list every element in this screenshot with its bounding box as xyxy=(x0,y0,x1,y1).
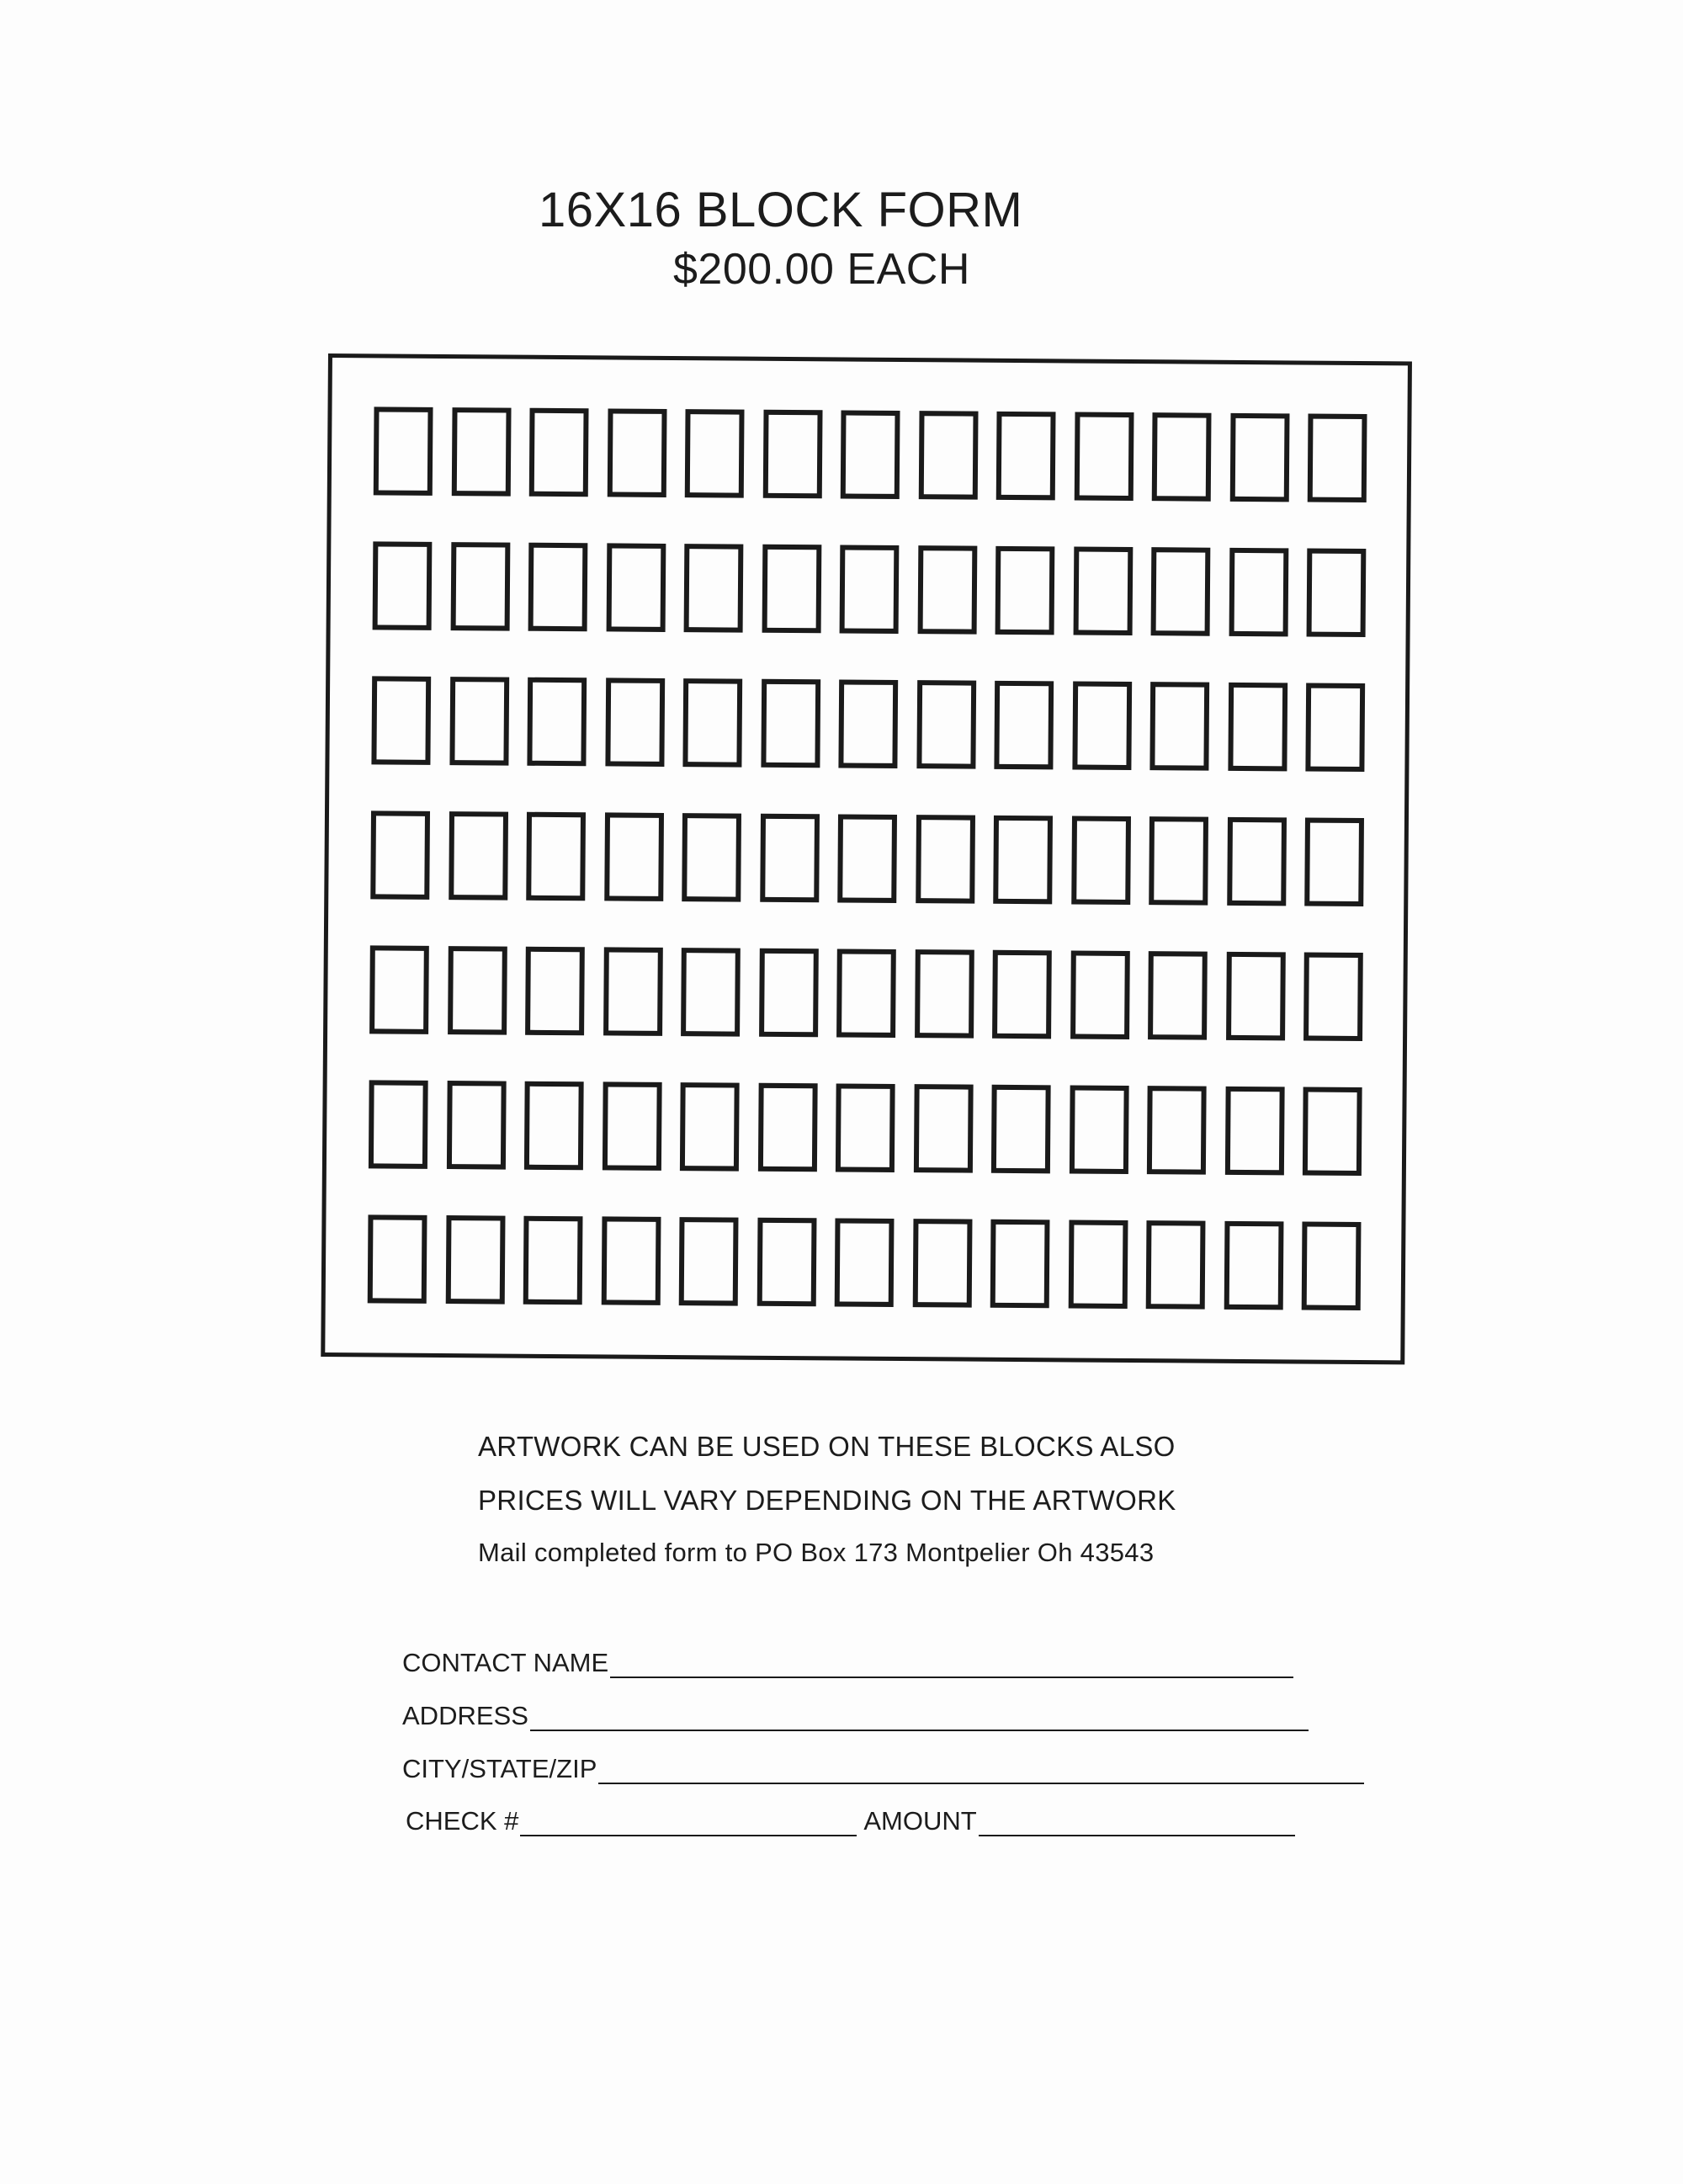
mailing-address-note: Mail completed form to PO Box 173 Montpelier Oh 43543 xyxy=(478,1538,1155,1567)
block-checkbox[interactable] xyxy=(761,679,820,768)
block-checkbox[interactable] xyxy=(837,814,897,903)
block-grid xyxy=(368,407,1367,1310)
block-checkbox[interactable] xyxy=(836,949,896,1038)
block-checkbox[interactable] xyxy=(527,678,587,767)
block-checkbox[interactable] xyxy=(605,678,665,767)
block-checkbox[interactable] xyxy=(1068,1220,1128,1309)
block-checkbox[interactable] xyxy=(449,677,509,766)
block-checkbox[interactable] xyxy=(1152,412,1212,502)
block-checkbox[interactable] xyxy=(685,409,745,498)
block-checkbox[interactable] xyxy=(992,950,1052,1039)
block-checkbox[interactable] xyxy=(840,545,900,634)
block-checkbox[interactable] xyxy=(370,810,430,900)
block-checkbox[interactable] xyxy=(448,946,507,1035)
artwork-note: ARTWORK CAN BE USED ON THESE BLOCKS ALSO xyxy=(478,1431,1176,1462)
block-checkbox[interactable] xyxy=(682,678,742,768)
block-checkbox[interactable] xyxy=(1305,683,1365,773)
block-checkbox[interactable] xyxy=(601,1216,661,1305)
block-checkbox[interactable] xyxy=(917,545,977,635)
block-checkbox[interactable] xyxy=(373,541,433,630)
block-checkbox[interactable] xyxy=(1303,953,1363,1042)
block-checkbox[interactable] xyxy=(918,411,978,500)
city-state-zip-row xyxy=(402,1754,1364,1784)
block-checkbox[interactable] xyxy=(451,407,511,497)
block-checkbox[interactable] xyxy=(757,1218,816,1307)
block-checkbox[interactable] xyxy=(993,816,1053,905)
block-checkbox[interactable] xyxy=(525,947,585,1036)
block-checkbox[interactable] xyxy=(1070,950,1130,1039)
amount-label: AMOUNT xyxy=(863,1806,977,1836)
block-checkbox[interactable] xyxy=(445,1215,505,1305)
block-checkbox[interactable] xyxy=(762,410,822,499)
form-title: 16X16 BLOCK FORM xyxy=(539,183,1023,237)
block-checkbox[interactable] xyxy=(836,1083,895,1172)
city-state-zip-field[interactable] xyxy=(598,1757,1364,1784)
block-checkbox[interactable] xyxy=(916,815,975,904)
block-checkbox[interactable] xyxy=(1146,1220,1206,1310)
address-row xyxy=(402,1701,1309,1731)
block-checkbox[interactable] xyxy=(1147,1086,1207,1175)
block-checkbox[interactable] xyxy=(1307,549,1367,638)
address-label: ADDRESS xyxy=(402,1701,528,1730)
address-field[interactable] xyxy=(530,1704,1309,1731)
check-number-field[interactable] xyxy=(520,1809,857,1836)
block-selection-frame xyxy=(321,353,1412,1364)
block-checkbox[interactable] xyxy=(990,1220,1050,1309)
block-checkbox[interactable] xyxy=(912,1219,972,1308)
block-checkbox[interactable] xyxy=(1071,816,1131,905)
block-checkbox[interactable] xyxy=(374,407,433,496)
block-checkbox[interactable] xyxy=(835,1218,895,1307)
block-checkbox[interactable] xyxy=(446,1081,506,1170)
block-checkbox[interactable] xyxy=(757,1083,817,1172)
block-checkbox[interactable] xyxy=(996,412,1056,501)
block-checkbox[interactable] xyxy=(1073,546,1133,635)
block-checkbox[interactable] xyxy=(1149,682,1209,771)
block-checkbox[interactable] xyxy=(913,1084,973,1173)
block-checkbox[interactable] xyxy=(1224,1221,1283,1310)
block-checkbox[interactable] xyxy=(603,947,663,1036)
block-checkbox[interactable] xyxy=(1148,951,1208,1040)
block-checkbox[interactable] xyxy=(680,1082,740,1172)
block-checkbox[interactable] xyxy=(524,1081,584,1171)
block-checkbox[interactable] xyxy=(841,410,900,499)
block-checkbox[interactable] xyxy=(1229,548,1288,637)
block-checkbox[interactable] xyxy=(762,545,821,634)
block-checkbox[interactable] xyxy=(604,812,664,901)
block-checkbox[interactable] xyxy=(682,813,741,902)
city-state-zip-label: CITY/STATE/ZIP xyxy=(402,1754,597,1783)
block-checkbox[interactable] xyxy=(1228,683,1287,772)
contact-name-field[interactable] xyxy=(610,1651,1293,1678)
block-checkbox[interactable] xyxy=(1069,1085,1128,1174)
block-checkbox[interactable] xyxy=(1302,1222,1362,1311)
contact-name-row xyxy=(402,1648,1293,1678)
block-checkbox[interactable] xyxy=(607,408,666,497)
block-checkbox[interactable] xyxy=(602,1081,661,1171)
block-checkbox[interactable] xyxy=(684,544,744,633)
block-checkbox[interactable] xyxy=(916,680,976,769)
block-checkbox[interactable] xyxy=(838,679,898,768)
block-checkbox[interactable] xyxy=(759,949,819,1038)
block-checkbox[interactable] xyxy=(368,1214,427,1304)
block-checkbox[interactable] xyxy=(1149,816,1208,906)
block-checkbox[interactable] xyxy=(369,945,429,1034)
block-checkbox[interactable] xyxy=(1226,952,1286,1041)
block-checkbox[interactable] xyxy=(994,681,1054,770)
block-checkbox[interactable] xyxy=(526,812,586,901)
block-checkbox[interactable] xyxy=(529,408,589,497)
block-checkbox[interactable] xyxy=(1229,413,1289,502)
contact-name-label: CONTACT NAME xyxy=(402,1648,609,1677)
block-checkbox[interactable] xyxy=(523,1216,583,1305)
block-checkbox[interactable] xyxy=(679,1217,739,1306)
pricing-note: PRICES WILL VARY DEPENDING ON THE ARTWORK xyxy=(478,1485,1176,1516)
block-checkbox[interactable] xyxy=(1304,818,1364,907)
payment-row xyxy=(406,1806,1295,1836)
block-checkbox[interactable] xyxy=(1308,414,1367,503)
block-checkbox[interactable] xyxy=(681,948,741,1037)
block-checkbox[interactable] xyxy=(991,1085,1051,1174)
block-checkbox[interactable] xyxy=(369,1080,428,1169)
amount-field[interactable] xyxy=(979,1809,1295,1836)
block-checkbox[interactable] xyxy=(1151,547,1211,636)
block-checkbox[interactable] xyxy=(1303,1087,1362,1177)
block-checkbox[interactable] xyxy=(760,814,820,903)
block-checkbox[interactable] xyxy=(1224,1087,1284,1176)
block-checkbox[interactable] xyxy=(1072,681,1132,770)
block-checkbox[interactable] xyxy=(606,543,666,632)
block-checkbox[interactable] xyxy=(371,676,431,765)
block-checkbox[interactable] xyxy=(915,949,974,1039)
block-checkbox[interactable] xyxy=(1074,412,1134,502)
block-checkbox[interactable] xyxy=(995,546,1055,635)
block-checkbox[interactable] xyxy=(528,543,588,632)
price-per-block: $200.00 EACH xyxy=(673,245,970,294)
check-number-label: CHECK # xyxy=(406,1806,519,1836)
block-checkbox[interactable] xyxy=(1227,817,1287,906)
block-checkbox[interactable] xyxy=(449,811,508,901)
block-checkbox[interactable] xyxy=(450,542,510,631)
